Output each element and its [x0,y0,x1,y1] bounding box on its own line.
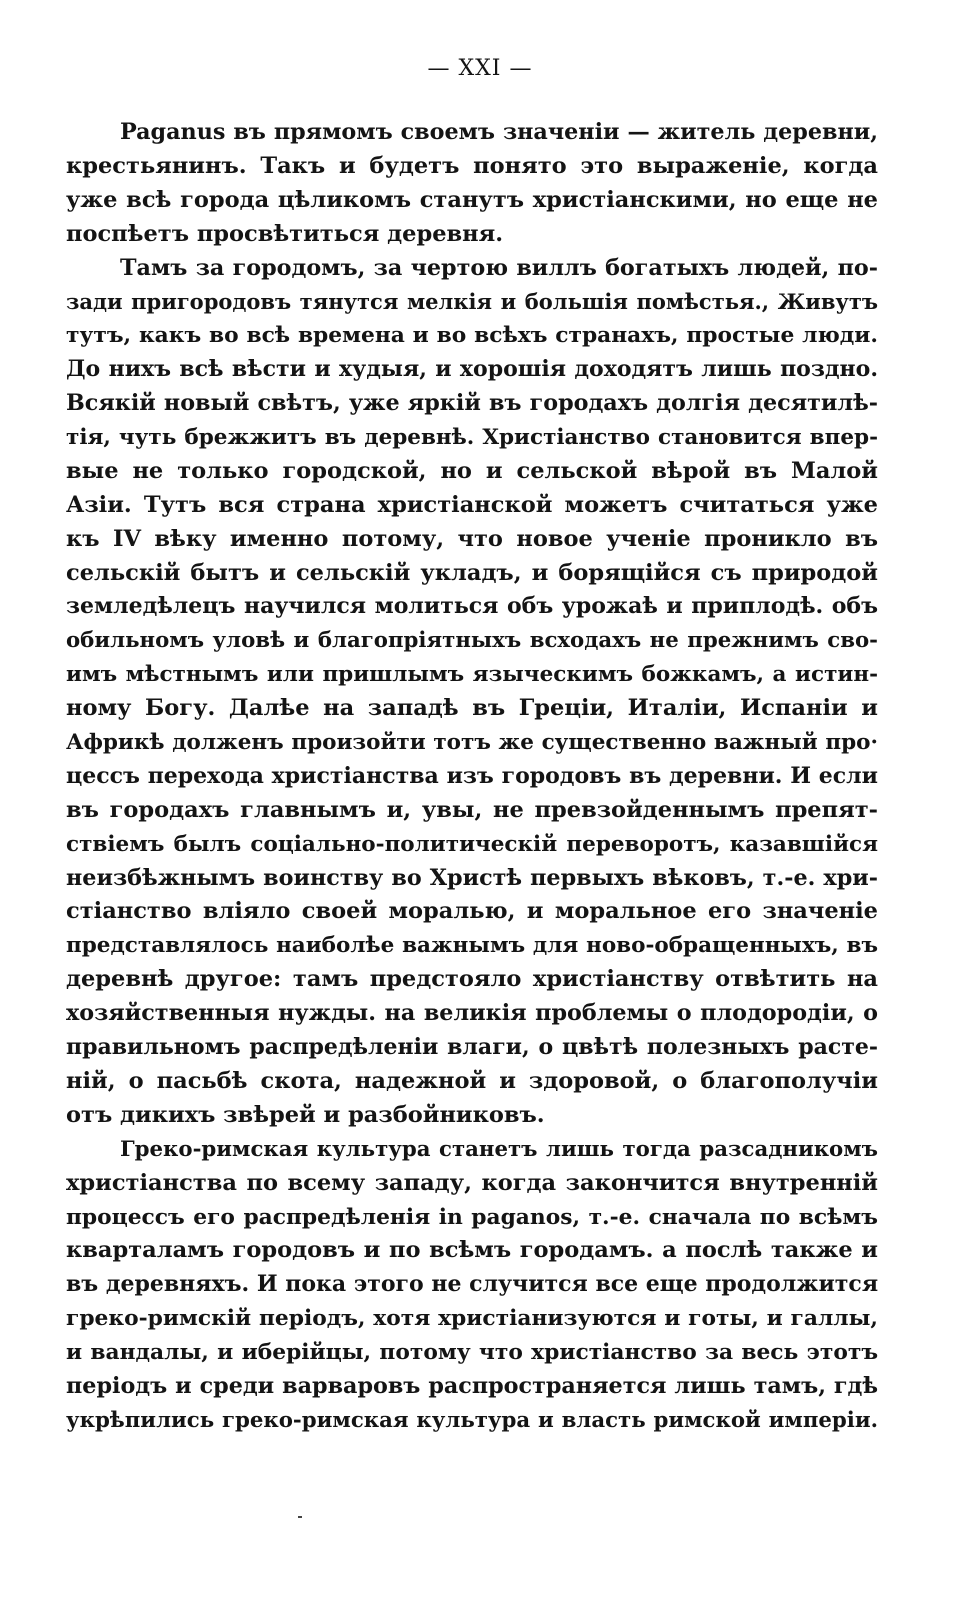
text-line: отъ дикихъ звѣрей и разбойниковъ. [66,1101,545,1128]
text-line: укрѣпились греко-римская культура и власть римской имперіи. [66,1407,878,1433]
text-line: въ городахъ главнымъ и, увы, не превзойденнымъ препят- [66,796,878,823]
text-line: процессъ его распредѣленія in paganos, т.-е. сначала по всѣмъ [66,1204,878,1230]
text-line: тія, чуть брежжитъ въ деревнѣ. Христіанство становится впер- [66,425,878,451]
text-line: До нихъ всѣ вѣсти и худыя, и хорошія доходятъ лишь поздно. [66,356,878,383]
text-line: Греко-римская культура станетъ лишь тогда разсадникомъ [120,1136,878,1162]
text-line: неизбѣжнымъ воинству во Христѣ первыхъ вѣковъ, т.-е. хри- [66,864,878,891]
text-line: христіанства по всему западу, когда закончится внутренній [66,1169,878,1196]
printer-mark [298,1516,302,1518]
text-line: Африкѣ долженъ произойти тотъ же существенно важный про· [66,730,878,756]
text-line: стіанство вліяло своей моралью, и моральное его значеніе [66,898,878,925]
text-line: представлялось наиболѣе важнымъ для ново-обращенныхъ, въ [66,933,878,959]
text-line: цессъ перехода христіанства изъ городовъ въ деревни. И если [66,762,878,789]
page-number-header: — XXI — [427,56,533,81]
text-line: вые не только городской, но и сельской вѣрой въ Малой [66,457,878,484]
text-line: кварталамъ городовъ и по всѣмъ городамъ. а послѣ также и [66,1237,878,1264]
text-line: ствіемъ былъ соціально-политическій переворотъ, казавшійся [66,831,878,857]
paragraph-3 [66,1133,878,1438]
text-line: сельскій бытъ и сельскій укладъ, и борящійся съ природой [66,559,878,586]
text-line: зади пригородовъ тянутся мелкія и большія помѣстья., Живутъ [66,289,878,315]
text-line: тутъ, какъ во всѣ времена и во всѣхъ странахъ, простые люди. [66,323,878,349]
text-line: Азіи. Тутъ вся страна христіанской можетъ считаться уже [66,491,878,518]
text-line: и вандалы, и иберійцы, потому что христіанство за весь этотъ [66,1340,878,1366]
text-line: Тамъ за городомъ, за чертою виллъ богатыхъ людей, по- [120,254,878,281]
text-line: крестьянинъ. Такъ и будетъ понято это выраженіе, когда [66,152,878,179]
text-line: періодъ и среди варваровъ распространяется лишь тамъ, гдѣ [66,1372,878,1399]
text-line: земледѣлецъ научился молиться объ урожаѣ и приплодѣ. объ [66,593,878,620]
text-line: уже всѣ города цѣликомъ станутъ христіанскими, но еще не [66,186,878,213]
text-line: ному Богу. Далѣе на западѣ въ Греціи, Италіи, Испаніи и [66,695,878,722]
text-line: хозяйственныя нужды. на великія проблемы о плодородіи, о [66,1000,878,1027]
text-line: въ деревняхъ. И пока этого не случится все еще продолжится [66,1271,878,1298]
text-line: деревнѣ другое: тамъ предстояло христіанству отвѣтить на [66,966,878,993]
paragraph-1 [66,116,878,252]
text-line: имъ мѣстнымъ или пришлымъ языческимъ божкамъ, а истин- [66,662,878,688]
text-line: правильномъ распредѣленіи влаги, о цвѣтѣ полезныхъ расте- [66,1034,878,1061]
text-line: Всякій новый свѣтъ, уже яркій въ городахъ долгія десятилѣ- [66,390,878,417]
text-line: обильномъ уловѣ и благопріятныхъ всходахъ не прежнимъ сво- [66,628,878,654]
paragraph-2 [66,252,878,1133]
text-line: поспѣетъ просвѣтиться деревня. [66,220,504,247]
text-line: Paganus въ прямомъ своемъ значеніи — житель деревни, [120,119,878,145]
text-line: греко-римскій періодъ, хотя христіанизуются и готы, и галлы, [66,1306,878,1332]
body-text [66,116,878,1438]
text-line: ній, о пасьбѣ скота, надежной и здоровой, о благополучіи [66,1067,878,1094]
text-line: къ IV вѣку именно потому, что новое ученіе проникло въ [66,525,878,552]
